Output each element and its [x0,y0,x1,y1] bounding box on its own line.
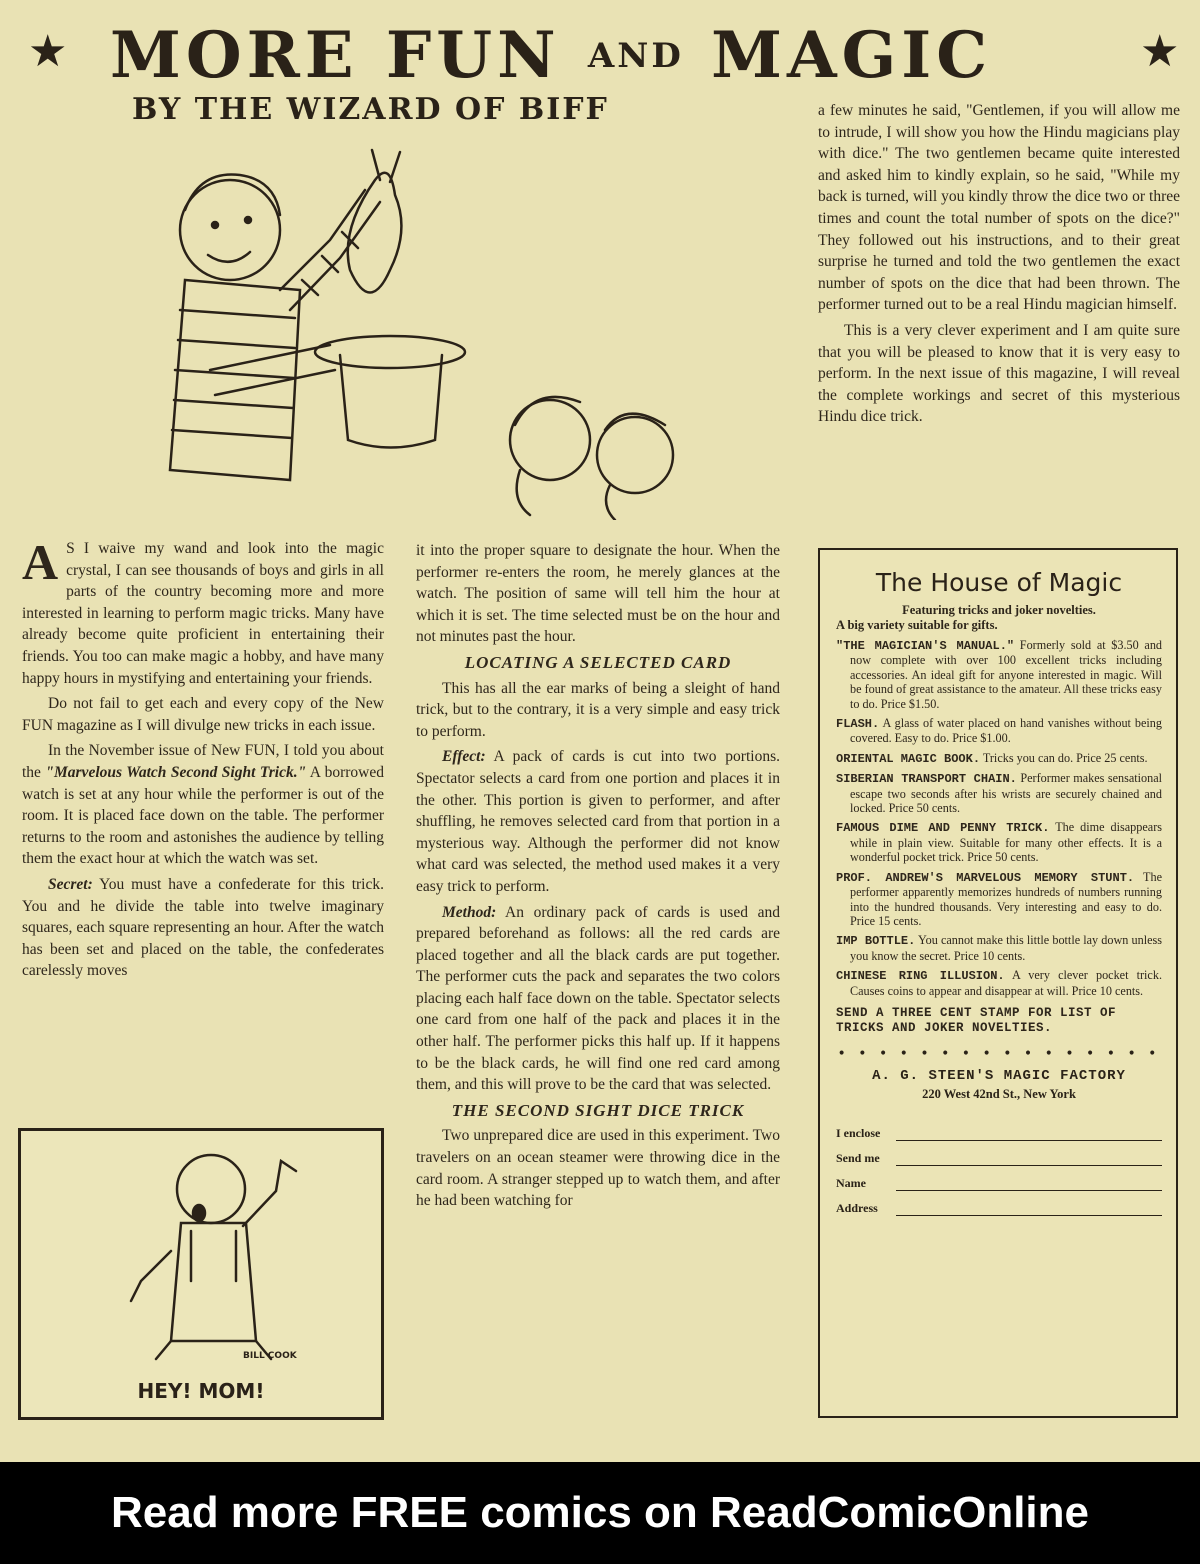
ad-address: 220 West 42nd St., New York [922,1086,1076,1101]
intro-paragraph [22,534,384,689]
paragraph [416,902,780,1096]
column-3 [818,100,1180,432]
ad-item [836,751,1162,766]
text: A borrowed watch is set at any hour while the performer is out of the room. It is placed face down on the table. The performer returns to the room and astonishes the audience by telling them the exact hour at which the watch was set. [22,763,384,868]
ad-title: The House of Magic [875,568,1123,597]
ad-item-name: PROF. ANDREW'S MARVELOUS MEMORY STUNT. [836,870,1135,885]
cartoon-panel [18,1128,384,1420]
ad-item-text: Formerly sold at $3.50 and now complete with over 100 excellent tricks including accessories. An ideal gift for anyone interested in magic. Will be found of great assistance to the amateur. All these tricks easy to do. Price $1.50. [850,638,1163,711]
ad-item [836,933,1162,963]
cartoon-caption: HEY! MOM! [137,1379,265,1403]
ad-item [836,771,1162,815]
ad-item [836,638,1162,711]
ad-item [836,820,1162,864]
section-heading: LOCATING A SELECTED CARD [464,652,732,672]
ad-item-name: FAMOUS DIME AND PENNY TRICK. [836,821,1050,836]
paragraph [416,746,780,897]
ad-company-name: A. G. STEEN'S MAGIC FACTORY [872,1067,1126,1084]
title-part-b: MAGIC [711,18,993,93]
trick-name: "Marvelous Watch Second Sight Trick." [45,763,307,781]
headline [0,12,1200,92]
drop-cap: A [22,534,59,590]
ad-item-text: You cannot make this little bottle lay down unless you know the secret. Price 10 cents. [850,933,1163,963]
promo-banner[interactable]: Read more FREE comics on ReadComicOnline [0,1462,1200,1564]
form-blank-line [896,1152,1162,1166]
form-blank-line [896,1127,1162,1141]
form-row [836,1166,1162,1191]
ad-item-list [836,638,1162,998]
cartoon-illustration [21,1131,381,1371]
effect-label: Effect: [442,748,486,766]
order-form [836,1116,1162,1216]
ad-subtitle: A big variety suitable for gifts. [836,618,998,632]
byline: BY THE WIZARD OF BIFF [132,92,609,127]
ad-item-text: Performer makes sensational escape two seconds after his wrists are securely chained and locked. Price 50 cents. [850,771,1162,816]
ad-subtitle: Featuring tricks and joker novelties. [902,603,1096,617]
text: An ordinary pack of cards is used and prepared beforehand as follows: all the red cards are placed together and all the black cards are put together. The performer cuts the pack and separates the two colors placing each half face down on the table. Spectator selects one card from one half of the pack and places it in the other half. The performer picks this half up. If it happens to be the black cards, he will find one red card among them, and this will prove to be the card that was selected. [416,903,780,1094]
form-label: Address [836,1200,878,1215]
text: You must have a confederate for this trick. You and he divide the table into twelve imaginary squares, each square representing an hour. After the watch has been set and placed on the table, the confederates carelessly moves [22,875,384,980]
paragraph [22,874,384,982]
paragraph: it into the proper square to designate the hour. When the performer re-enters the room, he merely glances at the watch. The position of same will tell him the hour at which it is set. The time selected must be on the hour and not minutes past the hour. [416,542,780,646]
title-and: AND [587,36,684,76]
paragraph: Do not fail to get each and every copy of the New FUN magazine as I will divulge new tricks in each issue. [22,695,384,734]
form-row [836,1191,1162,1216]
divider-dots: • • • • • • • • • • • • • • • • [837,1045,1161,1062]
paragraph: This has all the ear marks of being a sleight of hand trick, but to the contrary, it is a very simple and easy trick to perform. [416,679,780,740]
form-label: Send me [836,1150,880,1165]
section-heading: THE SECOND SIGHT DICE TRICK [451,1100,745,1120]
text: In the November issue of New FUN, I told you about the [22,742,384,781]
ad-item-name: FLASH. [836,717,880,732]
text: A pack of cards is cut into two portions. Spectator selects a card from one portion and places it in the other. This portion is given to performer, and after shuffling, he removes selected card from that portion in a mysterious way. Although the performer did not know what card was selected, the method used makes it a very easy trick to perform. [416,748,780,895]
form-row [836,1116,1162,1141]
artist-signature: BILL COOK [243,1351,297,1361]
paragraph: a few minutes he said, "Gentlemen, if you will allow me to intrude, I will show you how the Hindu magicians play with dice." The two gentlemen became quite interested and asked him to kindly explain, so he said, "While my back is turned, will you kindly throw the dice two or three times and count the total number of spots on the dice?" They followed out his instructions, and to their great surprise he turned and told the two gentlemen the exact number of spots on the dice that had been thrown. The performer turned out to be a real Hindu magician himself. [818,102,1180,314]
ad-item-text: The dime disappears while in plain view. Suitable for many other effects. It is a wonderful pocket trick. Price 50 cents. [850,820,1162,865]
ad-item-text: A glass of water placed on hand vanishes without being covered. Easy to do. Price $1.00. [850,716,1162,746]
title-part-a: MORE FUN [110,18,561,93]
ad-item-name: SIBERIAN TRANSPORT CHAIN. [836,772,1017,787]
form-blank-line [896,1177,1162,1191]
ad-item-name: ORIENTAL MAGIC BOOK. [836,751,981,766]
ad-item-text: Tricks you can do. Price 25 cents. [980,750,1148,765]
paragraph: Two unprepared dice are used in this experiment. Two travelers on an ocean steamer were throwing dice in the card room. A stranger stepped up to watch them, and after he had been watching for [416,1127,780,1210]
paragraph [22,740,384,870]
magician-illustration [90,140,730,520]
form-row [836,1141,1162,1166]
ad-item-text: A very clever pocket trick. Causes coins to appear and disappear at will. Price 10 cents. [850,968,1162,998]
form-blank-line [896,1202,1162,1216]
secret-label: Secret: [48,875,93,893]
column-1 [22,534,384,986]
paragraph: This is a very clever experiment and I am quite sure that you will be pleased to know that it is very easy to perform. In the next issue of this magazine, I will reveal the complete workings and secret of this mysterious Hindu dice trick. [818,321,1180,426]
ad-item-name: "THE MAGICIAN'S MANUAL." [836,639,1015,653]
ad-item [836,870,1162,929]
page-title [110,18,1100,93]
column-2 [416,540,780,1216]
ad-item [836,968,1162,998]
ad-item-text: The performer apparently memorizes hundreds of numbers running into the hundred thousands. Very interesting and easy to do. Price 15 cents. [850,869,1162,928]
method-label: Method: [442,903,497,921]
star-icon: ★ [28,26,68,77]
form-label: I enclose [836,1125,881,1140]
ad-send-notice: SEND A THREE CENT STAMP FOR LIST OF TRICKS AND JOKER NOVELTIES. [836,1005,1117,1035]
star-icon: ★ [1140,26,1180,77]
ad-item-name: IMP BOTTLE. [836,934,916,949]
house-of-magic-ad [818,548,1178,1418]
ad-item [836,716,1162,746]
intro-text: S I waive my wand and look into the magic crystal, I can see thousands of boys and girls in all parts of the country becoming more and more interested in learning to perform magic tricks. Many have already become quite proficient in entertaining their friends. You too can make magic a hobby, and have many happy hours in mystifying and entertaining your friends. [22,540,384,687]
ad-item-name: CHINESE RING ILLUSION. [836,969,1005,984]
form-label: Name [836,1175,866,1190]
